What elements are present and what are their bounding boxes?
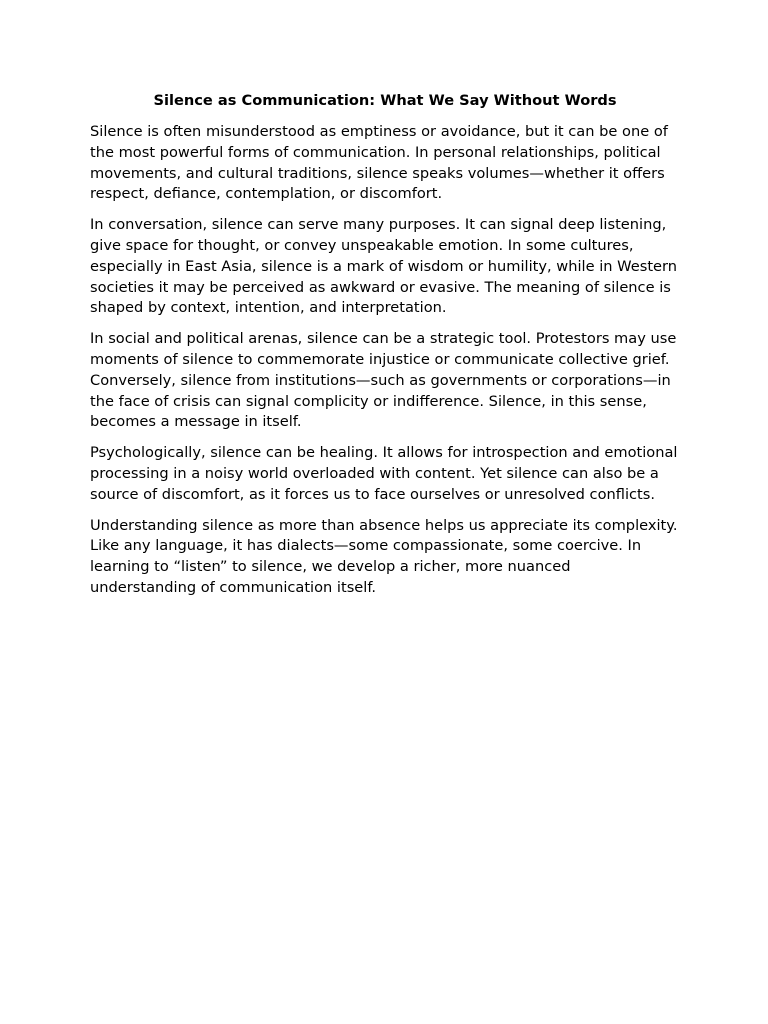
paragraph-psychological: Psychologically, silence can be healing. It allows for introspection and emotional processing in a noisy world overloaded with content. Yet silence can also be a source of discomfort, as it forces us to face ourselves or unresolved conflicts.	[90, 444, 678, 503]
paragraph-conclusion: Understanding silence as more than absence helps us appreciate its complexity. Like any language, it has dialects—some compassionate, some coercive. In learning to “listen” to silence, we develop a richer, more nuanced understanding of communication itself.	[90, 516, 678, 596]
paragraph-social-political: In social and political arenas, silence can be a strategic tool. Protestors may use moments of silence to commemorate injustice or communicate collective grief. Conversely, silence from institutions—such as governments or corporations—in the face of crisis can signal complicity or indifference. Silence, in this sense, becomes a message in itself.	[90, 330, 677, 431]
paragraph-intro: Silence is often misunderstood as emptiness or avoidance, but it can be one of the most powerful forms of communication. In personal relationships, political movements, and cultural traditions, silence speaks volumes—whether it offers respect, defiance, contemplation, or discomfort.	[90, 123, 668, 203]
document-page	[90, 90, 680, 609]
document-title: Silence as Communication: What We Say Without Words	[153, 92, 617, 109]
paragraph-conversation: In conversation, silence can serve many purposes. It can signal deep listening, give space for thought, or convey unspeakable emotion. In some cultures, especially in East Asia, silence is a mark of wisdom or humility, while in Western societies it may be perceived as awkward or evasive. The meaning of silence is shaped by context, intention, and interpretation.	[90, 216, 678, 317]
